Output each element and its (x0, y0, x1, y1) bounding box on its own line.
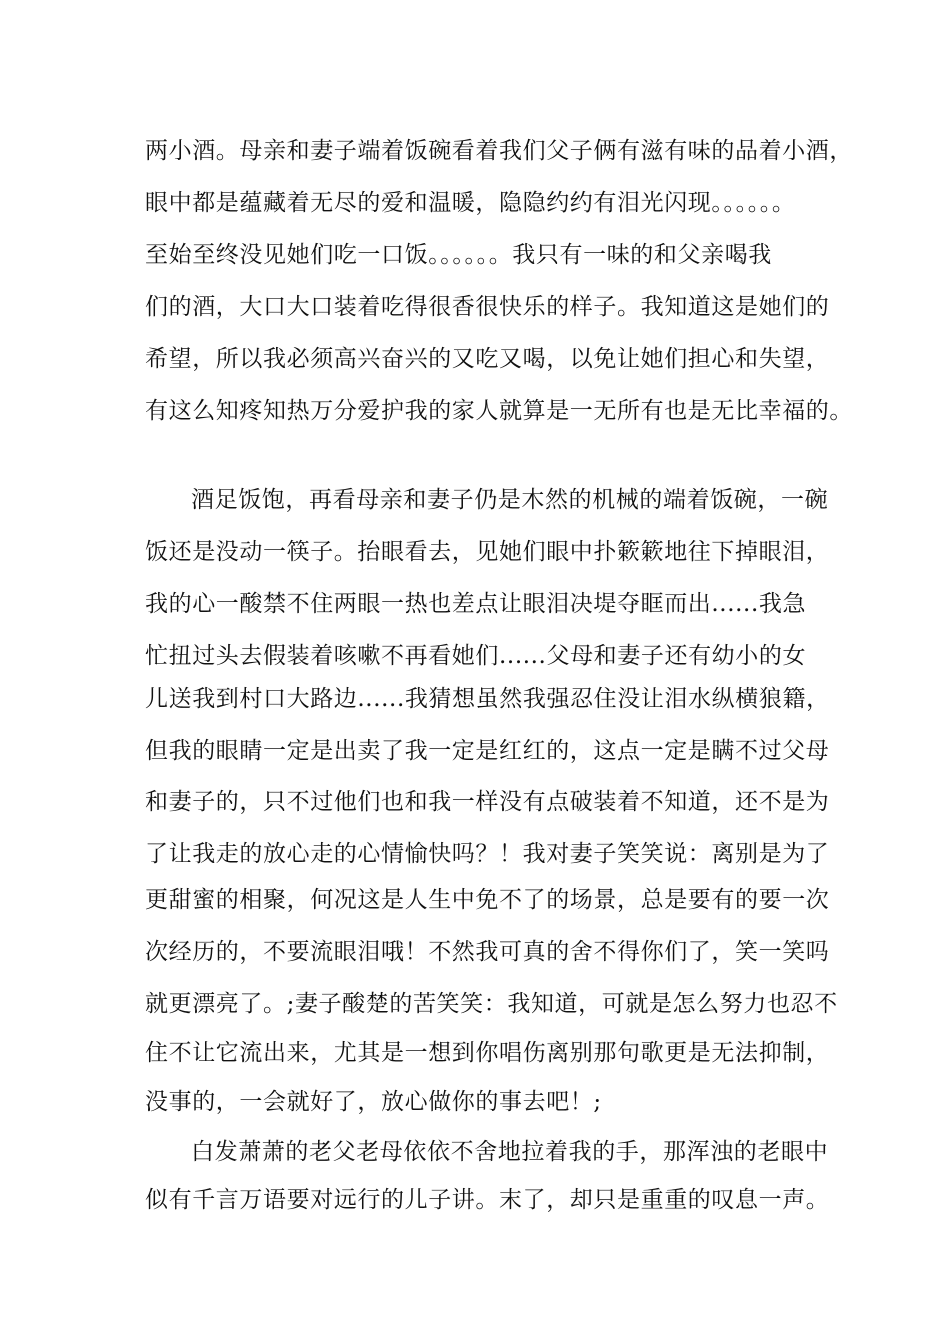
text-line: 次经历的，不要流眼泪哦！不然我可真的舍不得你们了，笑一笑吗 (145, 939, 830, 965)
text-line: 眼中都是蕴藏着无尽的爱和温暖，隐隐约约有泪光闪现。。。。。。 (145, 190, 796, 216)
text-line: 酒足饭饱，再看母亲和妻子仍是木然的机械的端着饭碗，一碗 (191, 487, 829, 513)
text-line: 希望，所以我必须高兴奋兴的又吃又喝，以免让她们担心和失望， (145, 346, 830, 372)
text-line: 和妻子的，只不过他们也和我一样没有点破装着不知道，还不是为 (145, 789, 830, 815)
text-line: 至始至终没见她们吃一口饭。。。。。。我只有一味的和父亲喝我 (145, 242, 772, 268)
text-line: 没事的，一会就好了，放心做你的事去吧！; (145, 1089, 602, 1115)
text-line: 两小酒。母亲和妻子端着饭碗看着我们父子俩有滋有味的品着小酒， (145, 138, 853, 164)
text-line: 住不让它流出来，尤其是一想到你唱伤离别那句歌更是无法抑制， (145, 1040, 830, 1066)
text-line: 但我的眼睛一定是出卖了我一定是红红的，这点一定是瞒不过父母 (145, 738, 830, 764)
text-line: 我的心一酸禁不住两眼一热也差点让眼泪决堤夺眶而出......我急 (145, 591, 807, 617)
text-line: 饭还是没动一筷子。抬眼看去，见她们眼中扑簌簌地往下掉眼泪， (145, 539, 830, 565)
text-line: 更甜蜜的相聚，何况这是人生中免不了的场景，总是要有的要一次 (145, 887, 830, 913)
text-line: 有这么知疼知热万分爱护我的家人就算是一无所有也是无比幸福的。 (145, 398, 853, 424)
text-line: 忙扭过头去假装着咳嗽不再看她们......父母和妻子还有幼小的女 (145, 643, 807, 669)
text-line: 儿送我到村口大路边......我猜想虽然我强忍住没让泪水纵横狼籍， (145, 686, 830, 712)
text-line: 白发萧萧的老父老母依依不舍地拉着我的手，那浑浊的老眼中 (191, 1139, 829, 1165)
text-line: 就更漂亮了。;妻子酸楚的苦笑笑：我知道，可就是怎么努力也忍不 (145, 991, 838, 1017)
text-line: 了让我走的放心走的心情愉快吗？！我对妻子笑笑说：离别是为了 (145, 841, 830, 867)
text-line: 似有千言万语要对远行的儿子讲。末了，却只是重重的叹息一声。 (145, 1187, 830, 1213)
text-line: 们的酒，大口大口装着吃得很香很快乐的样子。我知道这是她们的 (145, 294, 830, 320)
